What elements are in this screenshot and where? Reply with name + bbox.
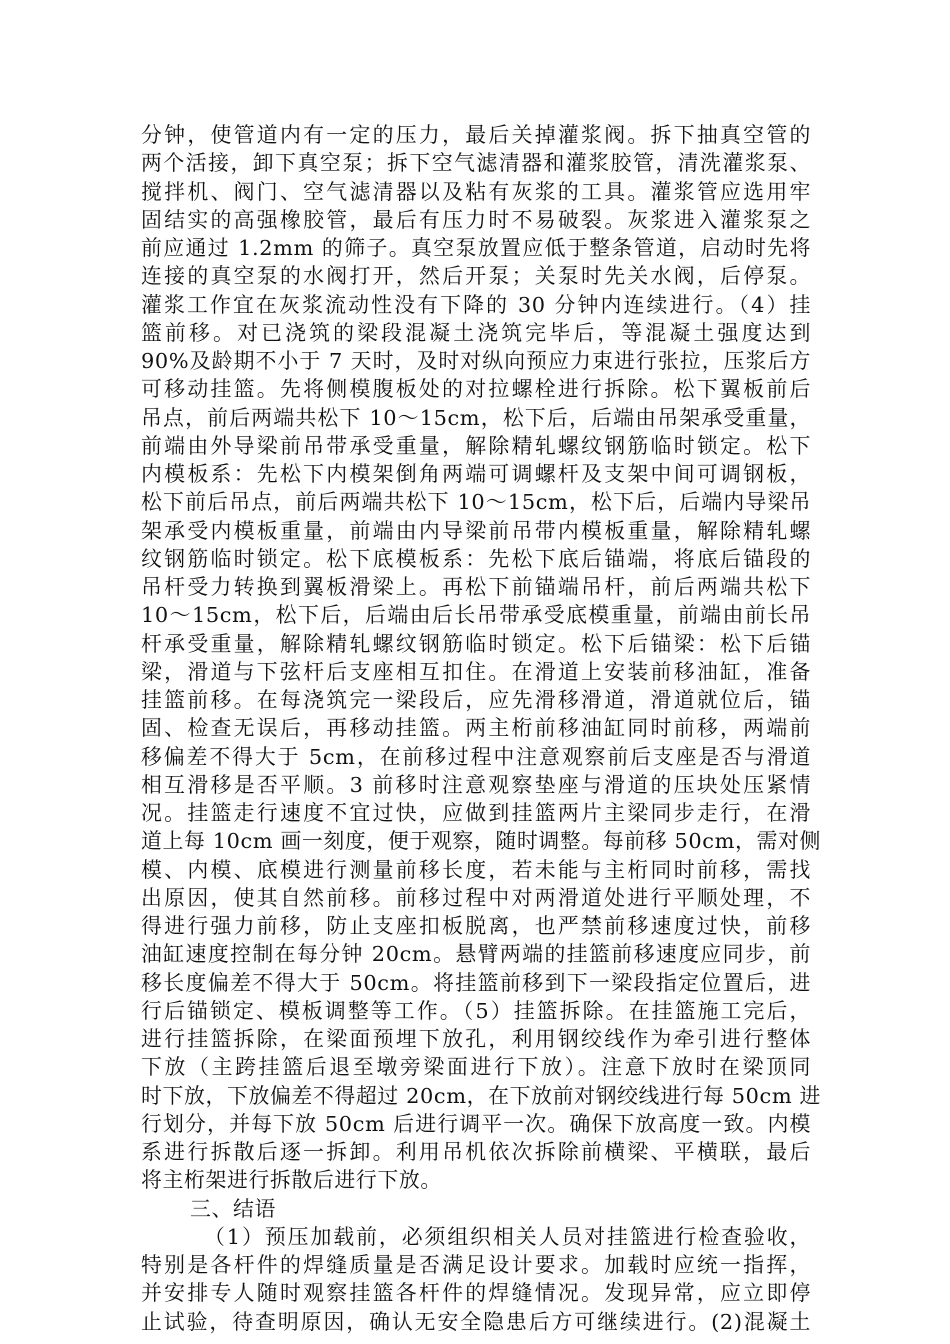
body-line: 吊杆受力转换到翼板滑梁上。再松下前锚端吊杆，前后两端共松下 xyxy=(141,575,811,600)
body-line: 10～15cm，松下后，后端由后长吊带承受底模重量，前端由前长吊 xyxy=(141,603,811,628)
body-line: 搅拌机、阀门、空气滤清器以及粘有灰浆的工具。灌浆管应选用牢 xyxy=(141,179,811,204)
body-line: 吊点，前后两端共松下 10～15cm，松下后，后端由吊架承受重量， xyxy=(141,405,811,430)
body-line: 连接的真空泵的水阀打开，然后开泵；关泵时先关水阀，后停泵。 xyxy=(141,264,811,289)
body-line: 将主桁架进行拆散后进行下放。 xyxy=(141,1168,442,1193)
body-line: 可移动挂篮。先将侧模腹板处的对拉螺栓进行拆除。松下翼板前后 xyxy=(141,377,811,402)
body-line: 模、内模、底模进行测量前移长度，若未能与主桁同时前移，需找 xyxy=(141,857,811,882)
body-line: 得进行强力前移，防止支座扣板脱离，也严禁前移速度过快，前移 xyxy=(141,914,811,939)
body-line: 90%及龄期不小于 7 天时，及时对纵向预应力束进行张拉，压浆后方 xyxy=(141,349,811,374)
body-line: 进行挂篮拆除，在梁面预埋下放孔，利用钢绞线作为牵引进行整体 xyxy=(141,1027,811,1052)
body-line: 移长度偏差不得大于 50cm。将挂篮前移到下一梁段指定位置后，进 xyxy=(141,970,811,995)
conclusion-line: 并安排专人随时观察挂篮各杆件的焊缝情况。发现异常，应立即停 xyxy=(141,1281,811,1306)
body-line: 灌浆工作宜在灰浆流动性没有下降的 30 分钟内连续进行。（4）挂 xyxy=(141,292,811,317)
conclusion-line: 止试验，待查明原因，确认无安全隐患后方可继续进行。(2)混凝土 xyxy=(141,1309,811,1334)
body-line: 油缸速度控制在每分钟 20cm。悬臂两端的挂篮前移速度应同步，前 xyxy=(141,942,811,967)
body-line: 纹钢筋临时锁定。松下底模板系：先松下底后锚端，将底后锚段的 xyxy=(141,546,811,571)
conclusion-line: 特别是各杆件的焊缝质量是否满足设计要求。加载时应统一指挥， xyxy=(141,1253,811,1278)
body-line: 架承受内模板重量，前端由内导梁前吊带内模板重量，解除精轧螺 xyxy=(141,518,811,543)
body-line: 系进行拆散后逐一拆卸。利用吊机依次拆除前横梁、平横联，最后 xyxy=(141,1140,811,1165)
conclusion-line: （1）预压加载前，必须组织相关人员对挂篮进行检查验收， xyxy=(204,1224,811,1249)
body-line: 固结实的高强橡胶管，最后有压力时不易破裂。灰浆进入灌浆泵之 xyxy=(141,207,811,232)
body-line: 移偏差不得大于 5cm，在前移过程中注意观察前后支座是否与滑道 xyxy=(141,744,811,769)
body-line: 内模板系：先松下内模架倒角两端可调螺杆及支架中间可调钢板， xyxy=(141,462,811,487)
body-line: 下放（主跨挂篮后退至墩旁梁面进行下放）。注意下放时在梁顶同 xyxy=(141,1055,811,1080)
body-line: 梁，滑道与下弦杆后支座相互扣住。在滑道上安装前移油缸，准备 xyxy=(141,659,811,684)
body-line: 行划分，并每下放 50cm 后进行调平一次。确保下放高度一致。内模 xyxy=(141,1111,811,1136)
body-line: 道上每 10cm 画一刻度，便于观察，随时调整。每前移 50cm，需对侧 xyxy=(141,829,821,854)
body-line: 杆承受重量，解除精轧螺纹钢筋临时锁定。松下后锚梁：松下后锚 xyxy=(141,631,811,656)
body-line: 分钟，使管道内有一定的压力，最后关掉灌浆阀。拆下抽真空管的 xyxy=(141,123,811,147)
body-line: 固、检查无误后，再移动挂篮。两主桁前移油缸同时前移，两端前 xyxy=(141,716,811,741)
body-line: 前端由外导梁前吊带承受重量，解除精轧螺纹钢筋临时锁定。松下 xyxy=(141,433,811,458)
body-line: 况。挂篮走行速度不宜过快，应做到挂篮两片主梁同步走行，在滑 xyxy=(141,801,811,826)
body-line: 两个活接，卸下真空泵；拆下空气滤清器和灌浆胶管，清洗灌浆泵、 xyxy=(141,151,811,176)
body-line: 出原因，使其自然前移。前移过程中对两滑道处进行平顺处理，不 xyxy=(141,885,811,910)
body-line: 时下放，下放偏差不得超过 20cm，在下放前对钢绞线进行每 50cm 进 xyxy=(141,1083,821,1108)
body-line: 篮前移。对已浇筑的梁段混凝土浇筑完毕后，等混凝土强度达到 xyxy=(141,320,811,345)
body-line: 前应通过 1.2mm 的筛子。真空泵放置应低于整条管道，启动时先将 xyxy=(141,236,811,261)
section-heading: 三、结语 xyxy=(190,1196,276,1221)
body-line: 松下前后吊点，前后两端共松下 10～15cm，松下后，后端内导梁吊 xyxy=(141,490,811,515)
body-line: 行后锚锁定、模板调整等工作。（5）挂篮拆除。在挂篮施工完后， xyxy=(141,998,811,1023)
body-line: 挂篮前移。在每浇筑完一梁段后，应先滑移滑道，滑道就位后，锚 xyxy=(141,688,811,713)
body-line: 相互滑移是否平顺。3 前移时注意观察垫座与滑道的压块处压紧情 xyxy=(141,772,811,797)
